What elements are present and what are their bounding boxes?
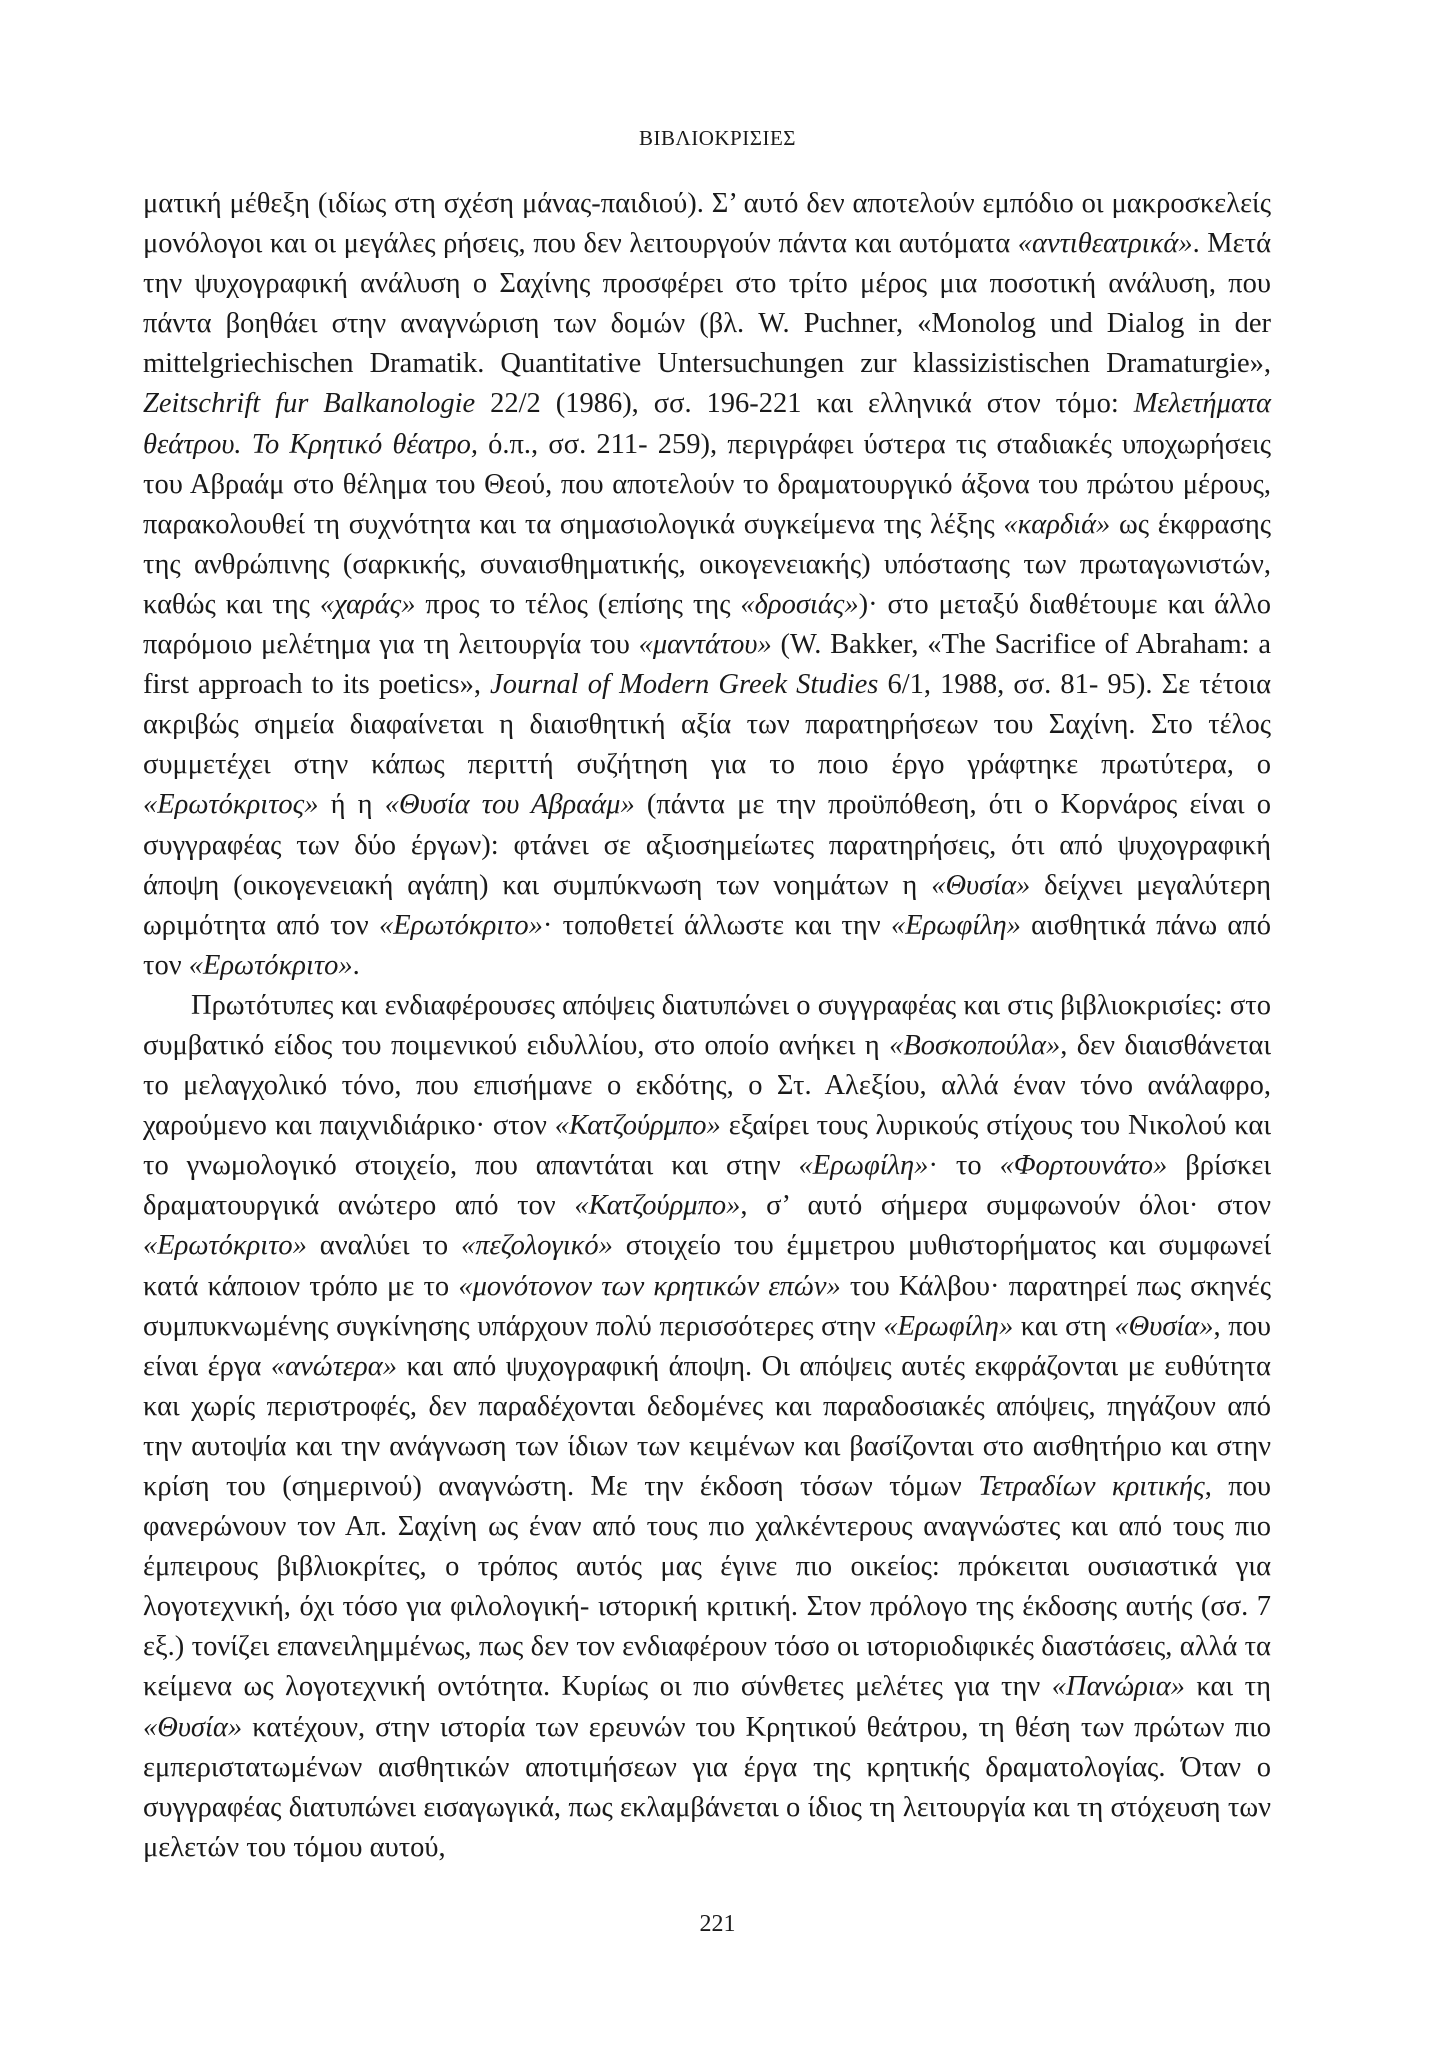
italic-run: «Θυσία» xyxy=(143,1711,243,1743)
text-run: )· στο μεταξύ διαθέτουμε και άλλο παρόμοιο μελέτημα για τη λειτουργία του xyxy=(143,588,1271,661)
italic-run: «Ερωτόκριτο» xyxy=(378,909,543,941)
text-run: κατέχουν, στην ιστορία των ερευνών του Κρητικού θεάτρου, τη θέση των πρώτων πιο εμπεριστατωμένων αισθητικών αποτιμήσεων για έργα της κρητικής δραματολογίας. Όταν ο συγγραφέας διατυπώνει εισαγωγικά, πως εκλαμβάνεται ο ίδιος τη λειτουργία και τη στόχευση των μελετών του τόμου αυτού, xyxy=(143,1711,1271,1863)
italic-run: «Κατζούρμπο» xyxy=(554,1110,721,1142)
italic-run: «δροσιάς» xyxy=(740,588,859,620)
text-run: του Κάλβου· παρατηρεί πως σκηνές συμπυκνωμένης συγκίνησης υπάρχουν πολύ περισσότερες στην xyxy=(143,1270,1271,1342)
text-run: , δεν διαισθάνεται το μελαγχολικό τόνο, που επισήμανε ο εκδότης, ο Στ. Αλεξίου, αλλά έναν τόνο ανάλαφρο, χαρούμενο και παιχνιδιάρικο· στον xyxy=(143,1029,1271,1142)
text-run: (W. Bakker, «The Sacrifice of Abraham: a first approach to its poetics», xyxy=(143,629,1271,701)
text-run: ό.π., σσ. 211- 259), περιγράφει ύστερα τις σταδιακές υποχωρήσεις του Αβραάμ στο θέλημα του Θεού, που αποτελούν το δραματουργικό άξονα του πρώτου μέρους, παρακολουθεί τη συχνότητα και τα σημασιολογικά συγκείμενα της λέξης xyxy=(143,428,1271,540)
text-run: δείχνει μεγαλύτερη ωριμότητα από τον xyxy=(143,869,1271,941)
italic-run: «ανώτερα» xyxy=(270,1350,397,1382)
italic-run: «Θυσία του Αβραάμ» xyxy=(384,789,635,821)
italic-run: Journal of Modern Greek Studies xyxy=(490,669,879,701)
italic-run: «αντιθεατρικά» xyxy=(1017,228,1193,260)
italic-run: «μαντάτου» xyxy=(638,629,772,661)
text-run: Πρωτότυπες και ενδιαφέρουσες απόψεις διατυπώνει ο συγγραφέας και στις βιβλιοκρισίες: στο συμβατικό είδος του ποιμενικού ειδυλλίου, στο οποίο ανήκει η xyxy=(143,989,1271,1061)
text-run: ματική μέθεξη (ιδίως στη σχέση μάνας-παιδιού). Σ’ αυτό δεν αποτελούν εμπόδιο οι μακροσκελείς μονόλογοι και οι μεγάλες ρήσεις, που δεν λειτουργούν πάντα και αυτόματα xyxy=(143,188,1271,260)
text-run: αισθητικά πάνω από τον xyxy=(143,909,1271,981)
page-number: 221 xyxy=(699,1911,736,1937)
text-run: εξαίρει τους λυρικούς στίχους του Νικολού και το γνωμολογικό στοιχείο, που απαντάται και στην xyxy=(143,1110,1272,1182)
text-run: ως έκφρασης της ανθρώπινης (σαρκικής, συναισθηματικής, οικογενειακής) υπόστασης των πρωταγωνιστών, καθώς και της xyxy=(143,508,1272,620)
text-run: αναλύει το xyxy=(306,1230,462,1262)
text-run: . Μετά την ψυχογραφική ανάλυση ο Σαχίνης προσφέρει στο τρίτο μέρος μια ποσοτική ανάλυση, που πάντα βοηθάει στην αναγνώριση των δομών (βλ. W. Puchner, «Monolog und Dialog in der mittelgriechischen Dramatik. Quantitative Untersuchungen zur klassizistischen Dramaturgie», xyxy=(143,228,1271,380)
running-head: ΒΙΒΛΙΟΚΡΙΣΙΕΣ xyxy=(639,126,796,150)
italic-run: «πεζολογικό» xyxy=(461,1230,613,1262)
text-run: 22/2 (1986), σσ. 196-221 και ελληνικά στον τόμο: xyxy=(475,388,1134,420)
italic-run: «Πανώρια» xyxy=(1051,1671,1185,1703)
italic-run: «Ερωφίλη» xyxy=(798,1150,929,1182)
paragraph-2 xyxy=(143,986,1271,1868)
text-run: . xyxy=(352,949,360,981)
text-run: , που φανερώνουν τον Απ. Σαχίνη ως έναν από τους πιο χαλκέντερους αναγνώστες και από τους πιο έμπειρους βιβλιοκρίτες, ο τρόπος αυτός μας έγινε πιο οικείος: πρόκειται ουσιαστικά για λογοτεχνική, όχι τόσο για φιλολογική- ιστορική κριτική. Στον πρόλογο της έκδοσης αυτής (σσ. 7 εξ.) τονίζει επανειλημμένως, πως δεν τον ενδιαφέρουν τόσο οι ιστοριοδιφικές διαστάσεις, αλλά τα κείμενα ως λογοτεχνική οντότητα. Κυρίως οι πιο σύνθετες μελέτες για την xyxy=(143,1471,1271,1703)
italic-run: Zeitschrift fur Balkanologie xyxy=(143,388,476,420)
text-run: · το xyxy=(928,1150,1000,1182)
text-run: και τη xyxy=(1184,1671,1271,1703)
italic-run: «Ερωτόκριτο» xyxy=(188,949,353,981)
text-run: · τοποθετεί άλλωστε και την xyxy=(542,909,891,941)
italic-run: «Ερωτόκριτο» xyxy=(143,1230,307,1262)
italic-run: Τετραδίων κριτικής xyxy=(978,1471,1205,1502)
body-text xyxy=(143,184,1271,1868)
text-run: στοιχείο του έμμετρου μυθιστορήματος και συμφωνεί κατά κάποιον τρόπο με το xyxy=(143,1230,1271,1302)
text-run: και από ψυχογραφική άποψη. Οι απόψεις αυτές εκφράζονται με ευθύτητα και χωρίς περιστροφές, δεν παραδέχονται δεδομένες και παραδοσιακές απόψεις, πηγάζουν από την αυτοψία και την ανάγνωση των ίδιων των κειμένων και βασίζονται στο αισθητήριο και στην κρίση του (σημερινού) αναγνώστη. Με την έκδοση τόσων τόμων xyxy=(143,1350,1271,1502)
italic-run: «Θυσία» xyxy=(931,869,1031,901)
italic-run: «Ερωτόκριτος» xyxy=(143,789,319,821)
paragraph-1 xyxy=(143,184,1271,986)
italic-run: «Ερωφίλη» xyxy=(883,1310,1014,1342)
italic-run: «μονότονον των κρητικών επών» xyxy=(458,1270,841,1302)
italic-run: «Θυσία» xyxy=(1114,1310,1214,1342)
text-run: ή η xyxy=(318,789,385,821)
text-run: προς το τέλος (επίσης της xyxy=(415,588,741,620)
text-run: και στη xyxy=(1013,1310,1115,1342)
text-run: , που είναι έργα xyxy=(143,1310,1272,1382)
italic-run: «καρδιά» xyxy=(1003,508,1111,540)
italic-run: «Κατζούρμπο» xyxy=(574,1190,741,1222)
italic-run: «Ερωφίλη» xyxy=(890,909,1021,941)
text-run: , σ’ αυτό σήμερα συμφωνούν όλοι· στον xyxy=(740,1190,1271,1222)
italic-run: «Βοσκοπούλα» xyxy=(889,1029,1061,1061)
italic-run: «Φορτουνάτο» xyxy=(999,1150,1168,1182)
italic-run: Μελετήματα θεάτρου. Το Κρητικό θέατρο, xyxy=(143,388,1271,460)
text-run: βρίσκει δραματουργικά ανώτερο από τον xyxy=(143,1150,1271,1222)
italic-run: «χαράς» xyxy=(319,588,416,620)
text-run: 6/1, 1988, σσ. 81- 95). Σε τέτοια ακριβώς σημεία διαφαίνεται η διαισθητική αξία των παρατηρήσεων του Σαχίνη. Στο τέλος συμμετέχει στην κάπως περιττή συζήτηση για το ποιο έργο γράφτηκε πρωτύτερα, ο xyxy=(143,669,1272,781)
text-run: (πάντα με την προϋπόθεση, ότι ο Κορνάρος είναι ο συγγραφέας των δύο έργων): φτάνει σε αξιοσημείωτες παρατηρήσεις, ότι από ψυχογραφική άποψη (οικογενειακή αγάπη) και συμπύκνωση των νοημάτων η xyxy=(143,789,1272,901)
